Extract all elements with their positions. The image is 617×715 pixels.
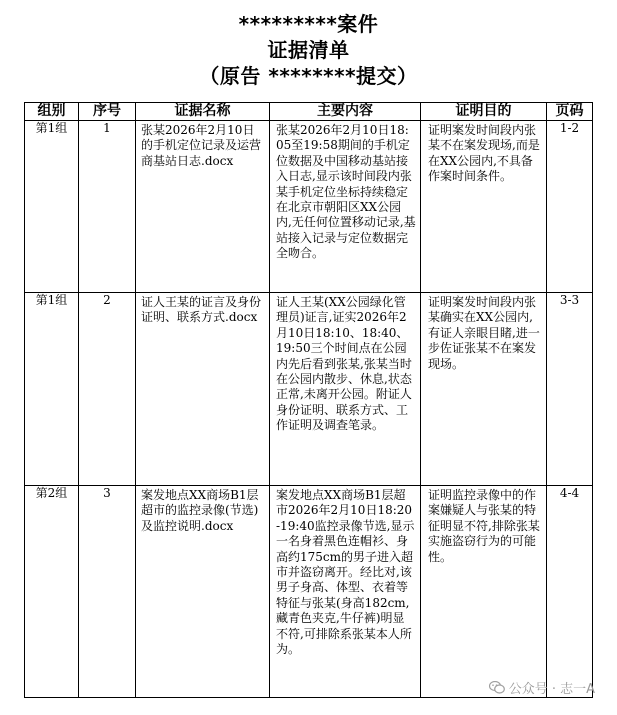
wechat-icon xyxy=(489,681,505,694)
evidence-name-cell: 案发地点XX商场B1层超市的监控录像(节选)及监控说明.docx xyxy=(141,488,259,533)
table-header-row xyxy=(25,103,593,121)
pages-cell: 1-2 xyxy=(547,121,593,293)
main-content-cell: 案发地点XX商场B1层超市2026年2月10日18:20-19:40监控录像节选,显示一名身着黑色连帽衫、身高约175cm的男子进入超市并盗窃离开。经比对,该男子身高、体型、衣着等特征与张某(身高182cm,藏青色夹克,牛仔裤)明显不符,可排除系张某本人所为。 xyxy=(276,488,415,657)
case-title: *********案件 xyxy=(238,12,379,36)
purpose-cell: 证明监控录像中的作案嫌疑人与张某的特征明显不符,排除张某实施盗窃行为的可能性。 xyxy=(428,488,540,564)
document-title: 证据清单 xyxy=(267,38,350,62)
table-row xyxy=(25,486,593,698)
pages-cell: 3-3 xyxy=(547,293,593,486)
group-cell: 第1组 xyxy=(25,293,79,486)
number-cell: 1 xyxy=(79,121,136,293)
main-content-cell: 证人王某(XX公园绿化管理员)证言,证实2026年2月10日18:10、18:40、19:50三个时间点在公园内先后看到张某,张某当时在公园内散步、休息,状态正常,未离开公园。附证人身份证明、联系方式、工作证明及调查笔录。 xyxy=(276,295,412,433)
group-cell: 第1组 xyxy=(25,121,79,293)
main-content-cell: 张某2026年2月10日18:05至19:58期间的手机定位数据及中国移动基站接入日志,显示该时间段内张某手机定位坐标持续稳定在北京市朝阳区XX公园内,无任何位置移动记录,基站接入记录与定位数据完全吻合。 xyxy=(276,123,416,261)
evidence-name-cell: 张某2026年2月10日的手机定位记录及运营商基站日志.docx xyxy=(141,123,262,168)
group-cell: 第2组 xyxy=(25,486,79,698)
watermark-text: 公众号 · 志一A xyxy=(508,682,595,697)
column-header-evidence-name: 证据名称 xyxy=(136,103,270,121)
column-header-purpose: 证明目的 xyxy=(421,103,547,121)
column-header-number: 序号 xyxy=(79,103,136,121)
column-header-group: 组别 xyxy=(25,103,79,121)
purpose-cell: 证明案发时间段内张某不在案发现场,而是在XX公园内,不具备作案时间条件。 xyxy=(428,123,540,184)
wechat-watermark xyxy=(489,678,595,697)
purpose-cell: 证明案发时间段内张某确实在XX公园内,有证人亲眼目睹,进一步佐证张某不在案发现场。 xyxy=(428,295,540,371)
column-header-pages: 页码 xyxy=(547,103,593,121)
evidence-name-cell: 证人王某的证言及身份证明、联系方式.docx xyxy=(141,295,262,325)
submitter-line: （原告 ********提交） xyxy=(199,64,418,88)
number-cell: 2 xyxy=(79,293,136,486)
column-header-main-content: 主要内容 xyxy=(270,103,421,121)
number-cell: 3 xyxy=(79,486,136,698)
table-row xyxy=(25,293,593,486)
pages-cell: 4-4 xyxy=(547,486,593,698)
evidence-table xyxy=(24,102,593,698)
table-row xyxy=(25,121,593,293)
